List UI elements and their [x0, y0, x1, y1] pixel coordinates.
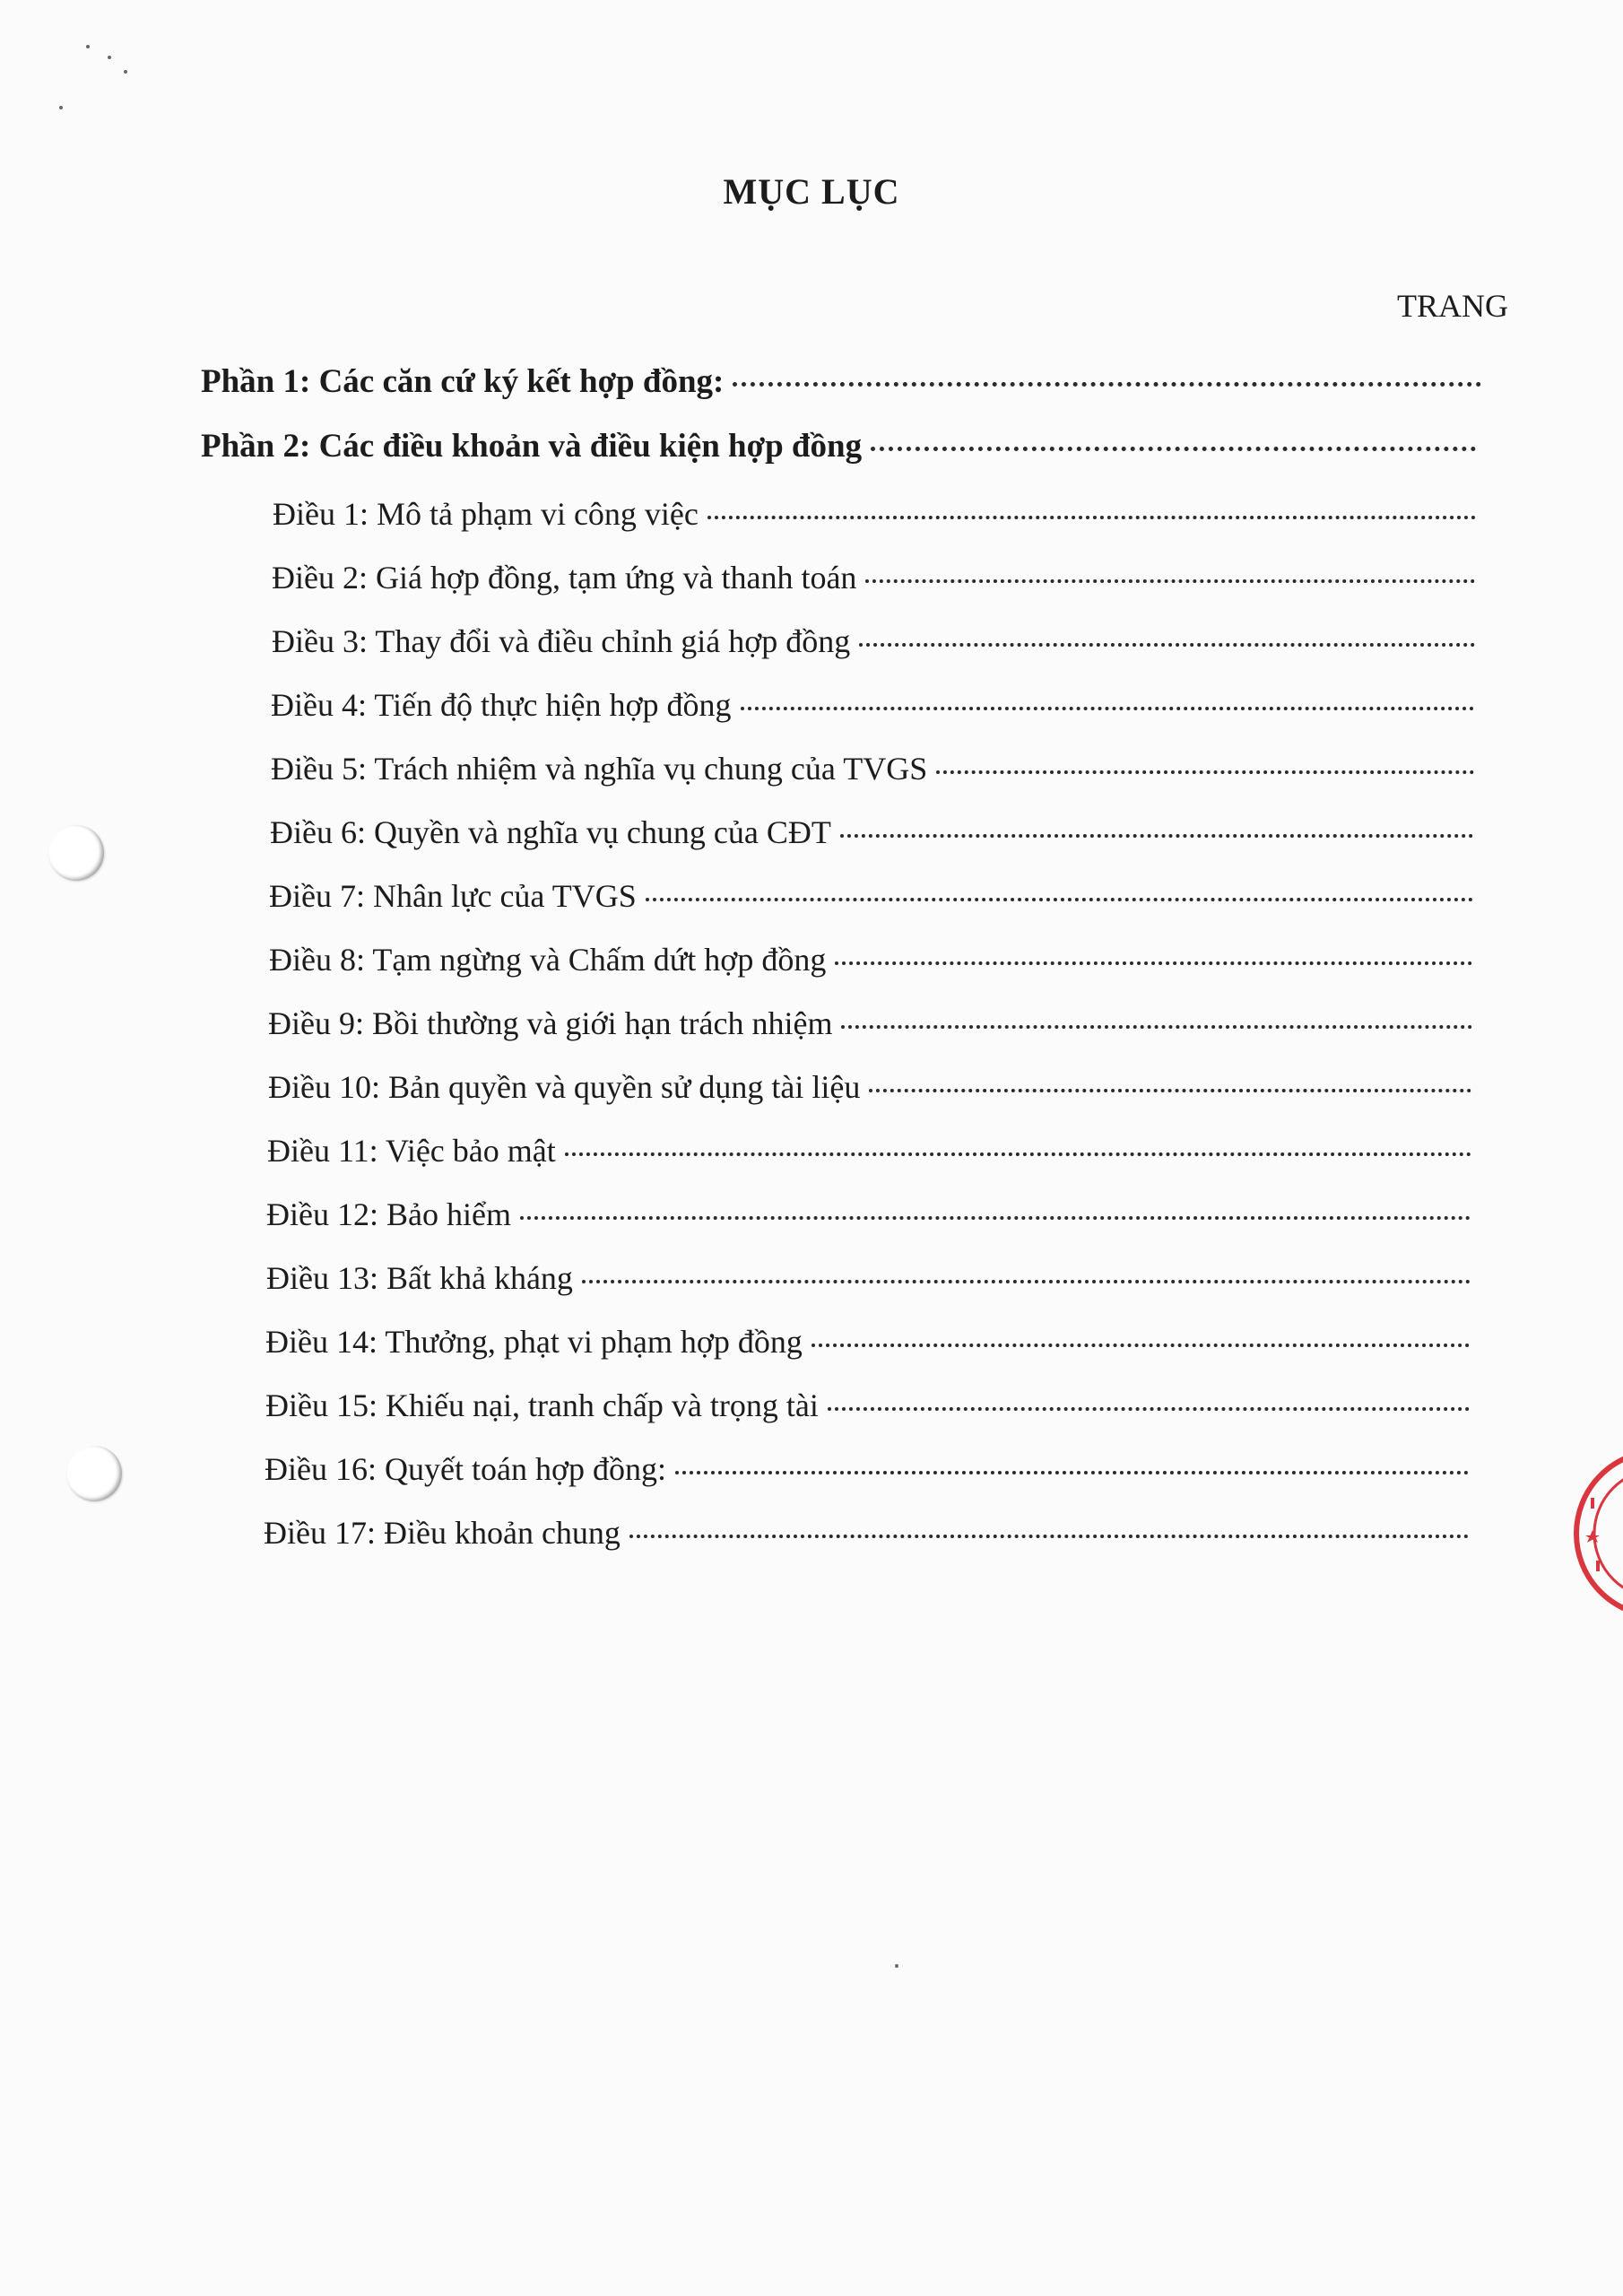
toc-entry-label: Điều 5: Trách nhiệm và nghĩa vụ chung của TVGS	[271, 751, 928, 787]
dot-leader	[629, 1535, 1469, 1538]
toc-entry-label: Điều 4: Tiến độ thực hiện hợp đồng	[271, 687, 732, 723]
toc-entry-label: Điều 6: Quyền và nghĩa vụ chung của CĐT	[270, 814, 831, 850]
toc-entry-article-13[interactable]	[266, 1259, 1471, 1313]
toc-entry-article-16[interactable]	[265, 1450, 1469, 1504]
dot-leader	[565, 1152, 1471, 1156]
dot-leader	[859, 643, 1475, 647]
toc-entry-article-14[interactable]	[265, 1323, 1470, 1377]
dot-leader	[707, 516, 1476, 519]
toc-entry-article-7[interactable]	[269, 877, 1473, 931]
toc-entry-label: Điều 8: Tạm ngừng và Chấm dứt hợp đồng	[269, 942, 827, 978]
toc-entry-article-11[interactable]	[267, 1132, 1471, 1186]
toc-entry-label: Điều 3: Thay đổi và điều chỉnh giá hợp đồng	[272, 623, 851, 659]
toc-entry-label: Điều 14: Thưởng, phạt vi phạm hợp đồng	[265, 1324, 803, 1360]
toc-entry-label: Điều 12: Bảo hiểm	[266, 1196, 511, 1232]
dot-leader	[675, 1471, 1469, 1474]
toc-entry-article-6[interactable]	[270, 813, 1473, 867]
punch-hole	[48, 825, 104, 881]
scan-speck	[895, 1964, 898, 1968]
scan-speck	[86, 45, 90, 48]
dot-leader	[582, 1280, 1471, 1283]
toc-entry-article-5[interactable]	[271, 750, 1474, 804]
toc-entry-label: Điều 13: Bất khả kháng	[266, 1260, 573, 1296]
dot-leader	[835, 961, 1472, 965]
toc-entry-label: Điều 9: Bồi thường và giới hạn trách nhiệm	[268, 1005, 833, 1041]
toc-entry-label: Điều 10: Bản quyền và quyền sử dụng tài liệu	[268, 1069, 861, 1105]
scan-speck	[124, 70, 127, 74]
toc-entry-article-3[interactable]	[272, 622, 1475, 676]
toc-entry-article-1[interactable]	[273, 495, 1476, 549]
dot-leader	[936, 770, 1474, 774]
dot-leader	[865, 579, 1475, 583]
scan-speck	[108, 56, 111, 59]
dot-leader	[733, 382, 1481, 387]
dot-leader	[871, 447, 1476, 451]
dot-leader	[841, 1025, 1472, 1029]
red-seal-fragment	[1533, 1444, 1623, 1623]
toc-entry-label: Điều 2: Giá hợp đồng, tạm ứng và thanh toán	[272, 560, 857, 596]
toc-entry-label: Điều 1: Mô tả phạm vi công việc	[273, 496, 699, 532]
toc-entry-label: Phần 1: Các căn cứ ký kết hợp đồng:	[201, 363, 725, 400]
toc-entry-article-2[interactable]	[272, 559, 1475, 613]
toc-entry-label: Phần 2: Các điều khoản và điều kiện hợp đồng	[201, 428, 863, 465]
toc-entry-part2[interactable]	[201, 427, 1476, 481]
dot-leader	[741, 707, 1474, 710]
page-title: MỤC LỤC	[723, 171, 900, 212]
scan-speck	[59, 106, 63, 109]
toc-entry-label: Điều 17: Điều khoản chung	[264, 1515, 621, 1551]
toc-entry-label: Điều 15: Khiếu nại, tranh chấp và trọng tài	[265, 1387, 819, 1423]
dot-leader	[828, 1407, 1470, 1411]
dot-leader	[520, 1216, 1471, 1220]
toc-entry-part1[interactable]	[201, 362, 1481, 416]
toc-entry-article-12[interactable]	[266, 1196, 1471, 1249]
toc-entry-article-9[interactable]	[268, 1004, 1472, 1058]
dot-leader	[812, 1344, 1470, 1347]
dot-leader	[869, 1089, 1471, 1092]
page-column-label: TRANG	[1397, 288, 1508, 324]
toc-entry-article-15[interactable]	[265, 1387, 1470, 1440]
toc-entry-article-17[interactable]	[264, 1514, 1469, 1568]
punch-hole	[66, 1446, 122, 1501]
toc-entry-article-8[interactable]	[269, 941, 1472, 995]
toc-entry-label: Điều 16: Quyết toán hợp đồng:	[265, 1451, 666, 1487]
dot-leader	[840, 834, 1473, 838]
toc-entry-label: Điều 11: Việc bảo mật	[267, 1133, 556, 1169]
toc-entry-article-4[interactable]	[271, 686, 1474, 740]
dot-leader	[646, 898, 1473, 901]
toc-entry-article-10[interactable]	[268, 1068, 1471, 1122]
toc-entry-label: Điều 7: Nhân lực của TVGS	[269, 878, 637, 914]
